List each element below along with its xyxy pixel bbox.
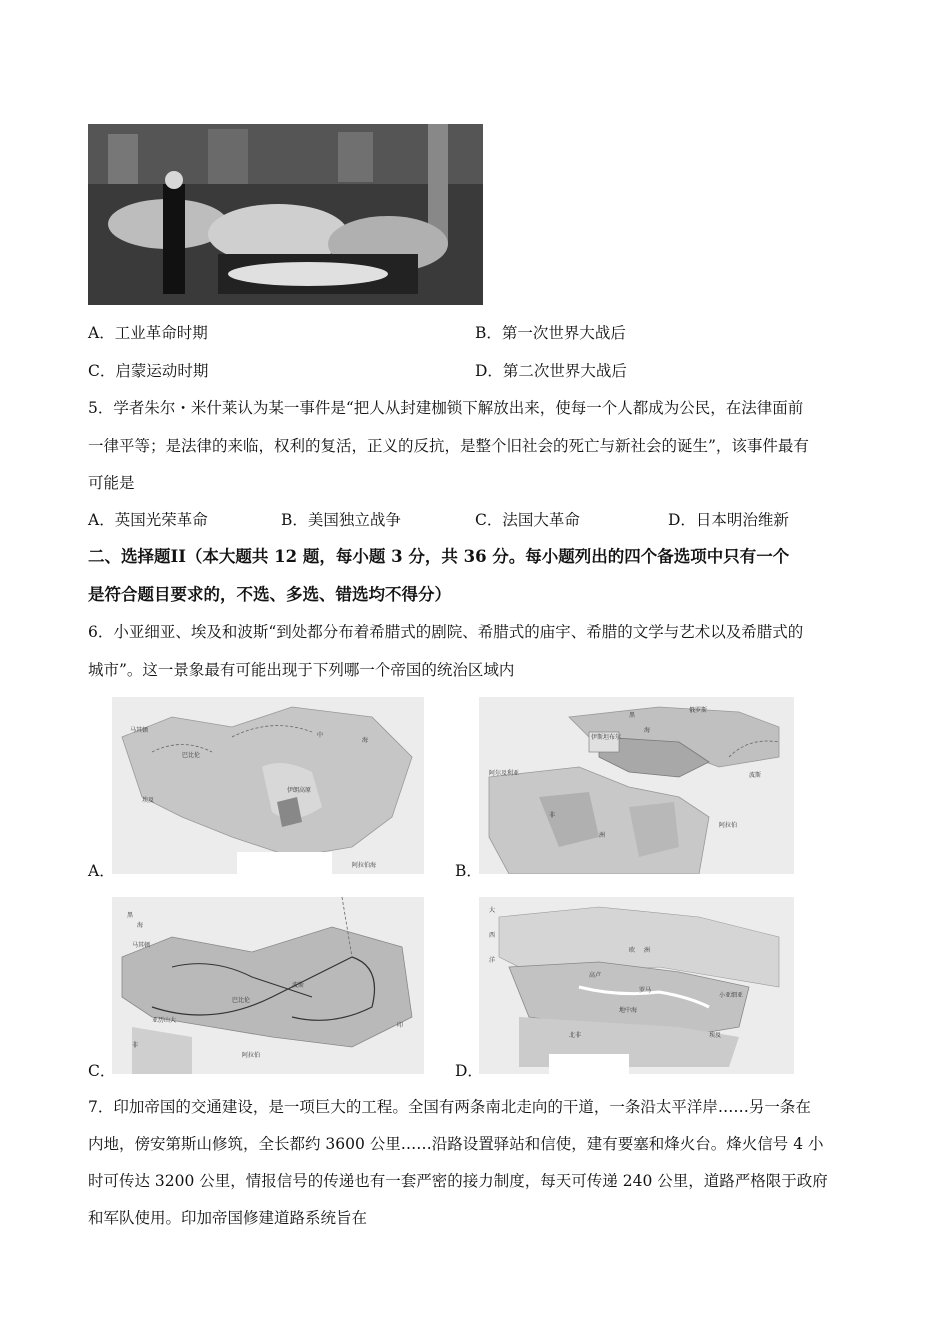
q7-line-1: 7．印加帝国的交通建设，是一项巨大的工程。全国有两条南北走向的干道，一条沿太平洋岸……另一条在 bbox=[88, 1098, 811, 1116]
map-a-label: 伊朗高原 bbox=[287, 787, 312, 794]
map-d-label: 欧 bbox=[629, 947, 636, 954]
map-c-label: 亚历山大 bbox=[152, 1017, 177, 1024]
map-c-label: 波斯 bbox=[292, 982, 305, 989]
q5-option-a: A．英国光荣革命 bbox=[88, 511, 208, 529]
q5-option-b: B．美国独立战争 bbox=[281, 511, 401, 529]
map-d-label: 小亚细亚 bbox=[719, 992, 744, 999]
map-b-label: 洲 bbox=[599, 832, 606, 839]
map-c-label: 马其顿 bbox=[132, 942, 151, 949]
map-a-label: 巴比伦 bbox=[182, 752, 201, 759]
map-d-label: 洋 bbox=[489, 957, 496, 964]
map-c-label: 阿拉伯 bbox=[242, 1052, 261, 1059]
map-a-label: 马其顿 bbox=[130, 727, 149, 734]
map-b-label: 波斯 bbox=[749, 772, 762, 779]
map-a-label: 海 bbox=[362, 737, 369, 744]
map-d-label: 大 bbox=[489, 907, 496, 914]
map-b-label: 海 bbox=[644, 727, 651, 734]
q7-line-2: 内地，傍安第斯山修筑，全长都约 3600 公里……沿路设置驿站和信使，建有要塞和烽火台。烽火信号 4 小 bbox=[88, 1135, 824, 1153]
map-b-label: 阿拉伯 bbox=[719, 822, 738, 829]
q4-option-d: D．第二次世界大战后 bbox=[475, 362, 627, 380]
map-b bbox=[479, 697, 794, 874]
map-d-label: 罗马 bbox=[639, 987, 652, 994]
map-c bbox=[112, 897, 424, 1074]
map-d-label: 北非 bbox=[569, 1032, 582, 1039]
q5-line-3: 可能是 bbox=[88, 474, 135, 492]
map-b-label: 俄罗斯 bbox=[689, 707, 708, 714]
map-a bbox=[112, 697, 424, 874]
map-d bbox=[479, 897, 794, 1074]
historical-photo bbox=[88, 124, 483, 305]
map-d-label: 地中海 bbox=[619, 1007, 638, 1014]
map-b-label: 伊斯坦布尔 bbox=[591, 734, 622, 741]
q4-option-a: A．工业革命时期 bbox=[88, 324, 208, 342]
section-heading-line-2: 是符合题目要求的，不选、多选、错选均不得分） bbox=[88, 585, 451, 604]
q6-option-d: D． bbox=[455, 1062, 483, 1080]
map-b-label: 阿尔及利亚 bbox=[489, 770, 520, 777]
map-d-label: 洲 bbox=[644, 947, 651, 954]
q5-line-2: 一律平等；是法律的来临，权利的复活，正义的反抗，是整个旧社会的死亡与新社会的诞生”，该事件最有 bbox=[88, 437, 809, 455]
map-c-label: 海 bbox=[137, 922, 144, 929]
map-a-label: 埃及 bbox=[142, 797, 155, 804]
map-c-label: 黑 bbox=[127, 912, 134, 919]
q5-option-c: C．法国大革命 bbox=[475, 511, 580, 529]
q5-line-1: 5．学者朱尔・米什莱认为某一事件是“把人从封建枷锁下解放出来，使每一个人都成为公民，在法律面前 bbox=[88, 399, 804, 417]
q7-line-4: 和军队使用。印加帝国修建道路系统旨在 bbox=[88, 1209, 368, 1227]
map-c-label: 巴比伦 bbox=[232, 997, 251, 1004]
q4-option-b: B．第一次世界大战后 bbox=[475, 324, 626, 342]
map-b-label: 非 bbox=[549, 812, 556, 819]
map-a-label: 中 bbox=[317, 732, 324, 739]
q6-option-a: A． bbox=[88, 862, 115, 880]
map-d-label: 高卢 bbox=[589, 972, 602, 979]
q6-option-c: C． bbox=[88, 1062, 116, 1080]
map-c-label: 印 bbox=[397, 1022, 404, 1029]
q6-line-2: 城市”。这一景象最有可能出现于下列哪一个帝国的统治区域内 bbox=[88, 661, 515, 679]
map-d-label: 埃及 bbox=[709, 1032, 722, 1039]
map-a-label: 阿拉伯海 bbox=[352, 862, 377, 869]
q6-line-1: 6．小亚细亚、埃及和波斯“到处都分布着希腊式的剧院、希腊式的庙宇、希腊的文学与艺术以及希腊式的 bbox=[88, 623, 804, 641]
section-heading-line-1: 二、选择题II（本大题共 12 题，每小题 3 分，共 36 分。每小题列出的四个备选项中只有一个 bbox=[88, 547, 790, 566]
q7-line-3: 时可传达 3200 公里，情报信号的传递也有一套严密的接力制度，每天可传递 240 公里，道路严格限于政府 bbox=[88, 1172, 828, 1190]
q6-option-b: B． bbox=[455, 862, 482, 880]
map-c-label: 非 bbox=[132, 1042, 139, 1049]
map-d-label: 西 bbox=[489, 932, 496, 939]
q4-option-c: C．启蒙运动时期 bbox=[88, 362, 209, 380]
map-b-label: 黑 bbox=[629, 712, 636, 719]
q5-option-d: D．日本明治维新 bbox=[668, 511, 789, 529]
